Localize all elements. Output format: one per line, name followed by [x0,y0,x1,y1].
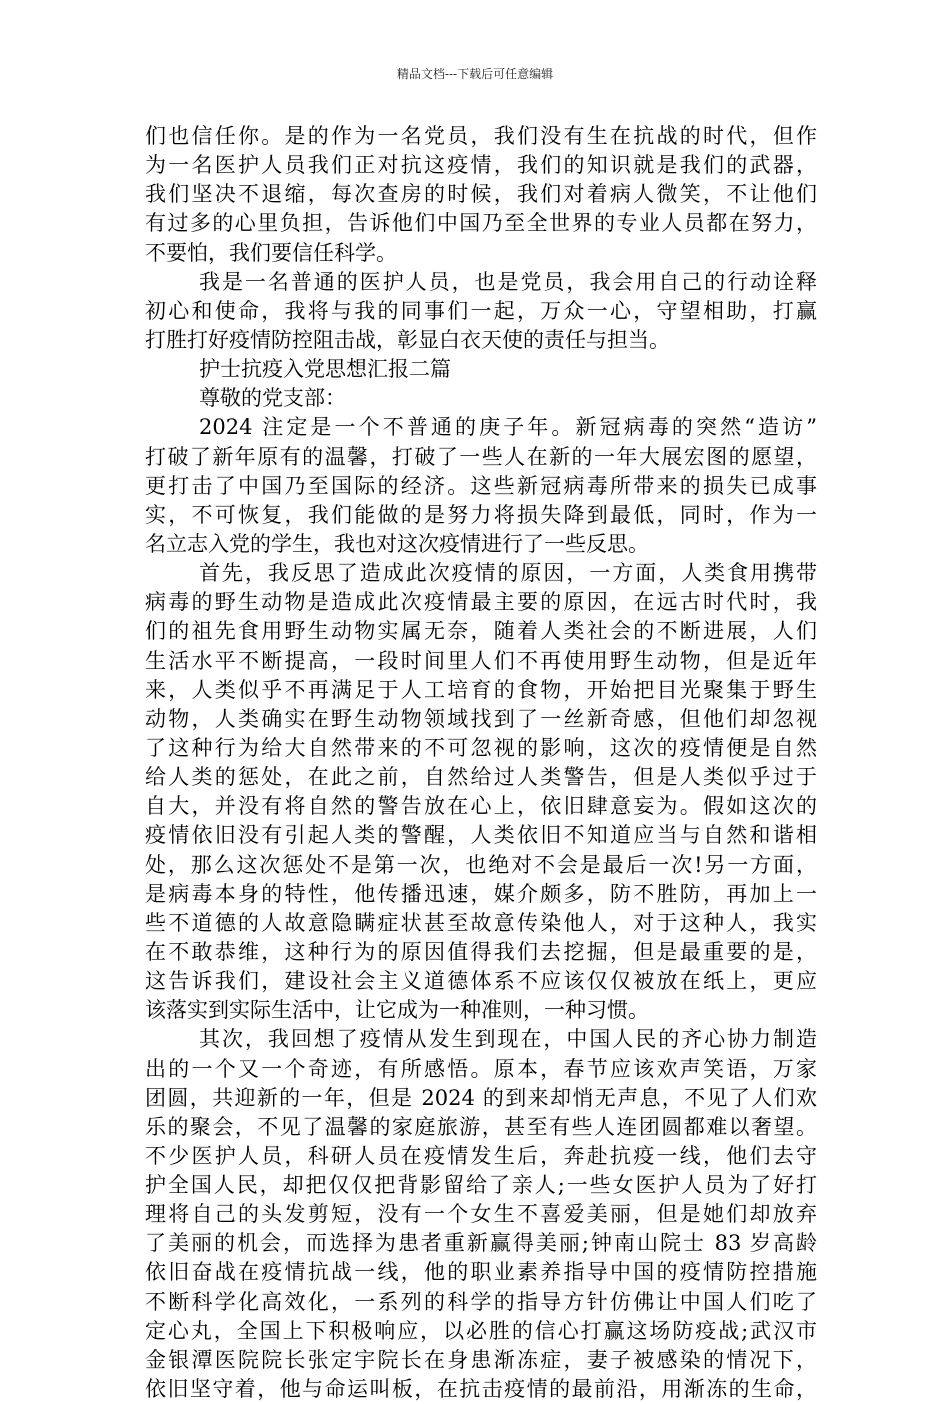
text-line: 出的一个又一个奇迹，有所感悟。原本，春节应该欢声笑语，万家 [145,1056,817,1081]
text-line: 疫情依旧没有引起人类的警醒，人类依旧不知道应当与自然和谐相 [145,823,817,848]
text-line: 动物，人类确实在野生动物领域找到了一丝新奇感，但他们却忽视 [145,706,817,731]
text-line: 病毒的野生动物是造成此次疫情最主要的原因，在远古时代时，我 [145,590,817,615]
text-line: 该落实到实际生活中，让它成为一种准则，一种习惯。 [145,998,649,1023]
text-line: 生活水平不断提高，一段时间里人们不再使用野生动物，但是近年 [145,648,817,673]
text-line: 名立志入党的学生，我也对这次疫情进行了一些反思。 [145,531,649,556]
text-line: 打胜打好疫情防控阻击战，彰显白衣天使的责任与担当。 [145,327,670,352]
text-line: 来，人类似乎不再满足于人工培育的食物，开始把目光聚集于野生 [145,677,817,702]
text-line: 了美丽的机会，而选择为患者重新赢得美丽;钟南山院士 83 岁高龄 [145,1231,817,1256]
text-line: 依旧坚守着，他与命运叫板，在抗击疫情的最前沿，用渐冻的生命， [145,1377,817,1402]
text-line: 们的祖先食用野生动物实属无奈，随着人类社会的不断进展，人们 [145,619,817,644]
text-line: 自大，并没有将自然的警告放在心上，依旧肆意妄为。假如这次的 [145,794,817,819]
text-line: 初心和使命，我将与我的同事们一起，万众一心，守望相助，打赢 [145,298,817,323]
text-line: 们也信任你。是的作为一名党员，我们没有生在抗战的时代，但作 [145,124,817,148]
text-line: 是病毒本身的特性，他传播迅速，媒介颇多，防不胜防，再加上一 [145,881,817,906]
text-line: 护全国人民，却把仅仅把背影留给了亲人;一些女医护人员为了好打 [145,1173,817,1198]
text-line: 有过多的心里负担，告诉他们中国乃至全世界的专业人员都在努力， [145,211,817,236]
text-line: 不少医护人员，科研人员在疫情发生后，奔赴抗疫一线，他们去守 [145,1143,817,1168]
text-line: 为一名医护人员我们正对抗这疫情，我们的知识就是我们的武器， [145,153,817,178]
text-line: 团圆，共迎新的一年，但是 2024 的到来却悄无声息，不见了人们欢 [145,1085,817,1110]
page-header: 精品文档---下载后可任意编辑 [396,67,554,81]
text-line: 理将自己的头发剪短，没有一个女生不喜爱美丽，但是她们却放弃 [145,1202,817,1227]
text-line: 2024 注定是一个不普通的庚子年。新冠病毒的突然“造访” [199,415,817,440]
text-line: 护士抗疫入党思想汇报二篇 [199,357,451,382]
text-line: 不断科学化高效化，一系列的科学的指导方针仿佛让中国人们吃了 [145,1289,817,1314]
text-line: 其次，我回想了疫情从发生到现在，中国人民的齐心协力制造 [199,1027,817,1052]
text-line: 些不道德的人故意隐瞒症状甚至故意传染他人，对于这种人，我实 [145,910,817,935]
text-line: 不要怕，我们要信任科学。 [145,240,397,265]
text-line: 这告诉我们，建设社会主义道德体系不应该仅仅被放在纸上，更应 [145,969,817,994]
text-line: 处，那么这次惩处不是第一次，也绝对不会是最后一次!另一方面， [145,852,817,877]
text-line: 首先，我反思了造成此次疫情的原因，一方面，人类食用携带 [199,561,817,586]
text-line: 尊敬的党支部： [199,386,346,411]
text-line: 更打击了中国乃至国际的经济。这些新冠病毒所带来的损失已成事 [145,473,817,498]
text-line: 金银潭医院院长张定宇院长在身患渐冻症，妻子被感染的情况下， [145,1347,817,1372]
text-line: 乐的聚会，不见了温馨的家庭旅游，甚至有些人连团圆都难以奢望。 [145,1114,817,1139]
text-line: 打破了新年原有的温馨，打破了一些人在新的一年大展宏图的愿望， [145,444,817,469]
document-body [145,122,817,1404]
text-line: 实，不可恢复，我们能做的是努力将损失降到最低，同时，作为一 [145,502,817,527]
text-line: 定心丸，全国上下积极响应，以必胜的信心打赢这场防疫战;武汉市 [145,1318,817,1343]
text-line: 了这种行为给大自然带来的不可忽视的影响，这次的疫情便是自然 [145,735,817,760]
text-line: 在不敢恭维，这种行为的原因值得我们去挖掘，但是最重要的是， [145,939,817,964]
text-line: 依旧奋战在疫情抗战一线，他的职业素养指导中国的疫情防控措施 [145,1260,817,1285]
text-line: 我是一名普通的医护人员，也是党员，我会用自己的行动诠释 [199,269,817,294]
text-line: 我们坚决不退缩，每次查房的时候，我们对着病人微笑，不让他们 [145,182,817,207]
text-line: 给人类的惩处，在此之前，自然给过人类警告，但是人类似乎过于 [145,765,817,790]
